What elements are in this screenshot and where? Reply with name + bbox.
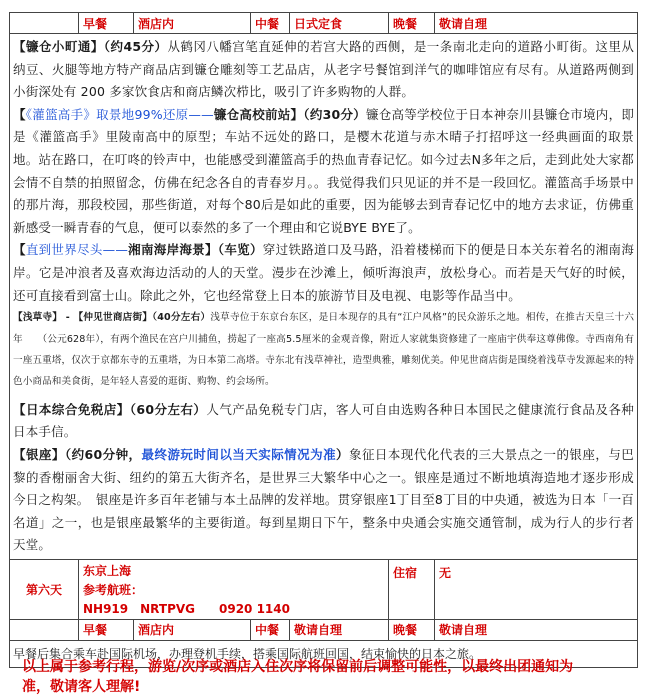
shonan-title: 湘南海岸海景 xyxy=(128,242,205,258)
flight-label: 参考航班： xyxy=(83,582,144,597)
lunch-value: 日式定食 xyxy=(290,13,389,34)
slamdunk-text: 镰仓高等学校位于日本神奈川县镰仓市境内，即是《灌篮高手》里陵南高中的原型；车站不远处的路口，是樱木花道与赤木晴子打招呼这一经典画面的取景地。站在路口，在叮咚的铃声中，也能感受到灌篮高手的热血青春记忆。如今过去N多年之后，走到此处大家都会情不自禁的拍照留念，仿佛在纪念各自的青春岁月。。我觉得我们只见证的并不是一段回忆。灌篮高手场景中的那片海，那段校园，那些街道，对每个80后是如此的重要，因为能够去到青春记忆中的地方去求证，仿佛重新感受一瞬青春的气息，便可以泰然的多了一个理由和它说BYE BYE了。 xyxy=(13,106,635,235)
meals-row-top xyxy=(10,13,638,34)
slamdunk-bracket-close: 】 xyxy=(290,106,304,122)
day6-lunch-value: 敬请自理 xyxy=(290,619,389,640)
dinner-value: 敬请自理 xyxy=(435,13,638,34)
ginza-duration-close: ） xyxy=(336,446,349,462)
day5-details xyxy=(10,34,638,560)
asakusa-text: 浅草寺位于东京台东区，是日本现存的具有“江户风格”的民众游乐之地。相传，在推古天皇三十六年 （公元628年），有两个渔民在宫户川捕鱼，捞起了一座高5.5厘米的金观音像，附近人家就集资修建了一座庙宇供奉这尊佛像。寺西南角有一座五重塔，仅次于京都东寺的五重塔，为日本第二高塔。寺东北有浅草神社，造型典雅，雕刻优美。仲见世商店街是围绕着浅草寺发源起来的特色小商品和美食街，是年轻人喜爱的逛街、购物、约会场所。 xyxy=(13,312,635,388)
breakfast-value: 酒店内 xyxy=(134,13,251,34)
slamdunk-paragraph xyxy=(13,104,634,240)
asakusa-duration: （40分左右） xyxy=(152,312,211,324)
day6-route: 东京上海 xyxy=(83,563,132,578)
day6-info xyxy=(79,559,389,619)
lunch-label: 中餐 xyxy=(251,13,290,34)
day6-dinner-value: 敬请自理 xyxy=(435,619,638,640)
ginza-paragraph xyxy=(13,444,634,557)
shonan-bracket-close: 】 xyxy=(204,242,218,258)
ginza-duration-note: 最终游玩时间以当天实际情况为准 xyxy=(141,446,337,462)
asakusa-title: 【浅草寺】 - 【仲见世商店街】 xyxy=(13,312,153,324)
ginza-title: 【银座】 xyxy=(13,446,65,462)
dutyfree-paragraph xyxy=(13,399,634,444)
ginza-text: 象征日本现代化代表的三大景点之一的银座，与巴黎的香榭丽舍大街、纽约的第五大街齐名，是世界三大繁华中心之一。银座是通过不断地填海造地才逐步形成今日之构架。 银座是许多百年老铺与本土品牌的发祥地。贯穿银座1丁目至8丁目的中央通，被选为日本「一百名道」之一，也是银座最繁华的主要街道。每到星期日下午，整条中央通会实施交通管制，成为行人的步行者天堂。 xyxy=(13,446,635,553)
meals-row-spacer xyxy=(10,619,79,640)
day6-summary: 早餐后集合乘车赴国际机场，办理登机手续，搭乘国际航班回国，结束愉快的日本之旅。 xyxy=(10,640,638,667)
dutyfree-title: 【日本综合免税店】 xyxy=(13,401,130,417)
ginza-duration: （约60分钟， xyxy=(64,446,142,462)
shonan-paragraph xyxy=(13,239,634,307)
kamakura-title: 【镰仓小町通】 xyxy=(13,39,104,54)
day6-breakfast-value: 酒店内 xyxy=(134,619,251,640)
shonan-duration: （车览） xyxy=(217,242,263,258)
kamakura-duration: （约45分） xyxy=(103,39,168,54)
day5-details-row xyxy=(10,34,638,560)
dutyfree-text: 人气产品免税专门店，客人可自由选购各种日本国民之健康流行食品及各种日本手信。 xyxy=(13,401,635,440)
day6-lunch-label: 中餐 xyxy=(251,619,290,640)
shonan-text: 穿过铁路道口及马路，沿着楼梯而下的便是日本关东着名的湘南海岸。它是冲浪者及喜欢海边活动的人的天堂。漫步在沙滩上，倾听海浪声，放松身心。而若是天气好的时候，还可直接看到富士山。除此之外，它也经常登上日本的旅游节目及电视、电影等作品当中。 xyxy=(13,242,635,303)
slamdunk-title: 镰仓高校前站 xyxy=(213,106,291,122)
dinner-label: 晚餐 xyxy=(389,13,435,34)
lodging-value: 无 xyxy=(435,559,638,619)
day6-dinner-label: 晚餐 xyxy=(389,619,435,640)
shonan-bracket-open: 【 xyxy=(13,242,26,258)
asakusa-paragraph xyxy=(13,307,634,393)
shonan-title-blue: 直到世界尽头—— xyxy=(25,242,129,258)
footer-note: 以上属于参考行程，游览/次序或酒店入住次序将保留前后调整可能性，以最终出团通知为准，敬请客人理解! xyxy=(22,659,574,695)
lodging-label: 住宿 xyxy=(389,559,435,619)
slamdunk-bracket-open: 【 xyxy=(13,106,26,122)
breakfast-label: 早餐 xyxy=(79,13,134,34)
kamakura-paragraph xyxy=(13,36,634,104)
meals-row-spacer xyxy=(10,13,79,34)
slamdunk-duration: （约30分） xyxy=(303,106,366,122)
itinerary-table xyxy=(9,12,638,668)
meals-row-day6 xyxy=(10,619,638,640)
slamdunk-title-blue: 《灌篮高手》取景地99%还原—— xyxy=(25,106,214,122)
day6-row xyxy=(10,559,638,619)
dutyfree-duration: （60分左右） xyxy=(129,401,207,417)
kamakura-text: 从鹤冈八幡宫笔直延伸的若宫大路的西侧，是一条南北走向的道路小町街。这里从纳豆、火腿等地方特产商品店到镰仓雕刻等工艺品店，从老字号餐馆到洋气的咖啡馆应有尽有。从道路两侧到小街深处有 200 多家饮食店和商店鳞次栉比，吸引了许多购物的人群。 xyxy=(13,39,635,100)
day6-label: 第六天 xyxy=(10,559,79,619)
flight-value: NH919 NRTPVG 0920 1140 xyxy=(83,601,290,616)
day6-breakfast-label: 早餐 xyxy=(79,619,134,640)
